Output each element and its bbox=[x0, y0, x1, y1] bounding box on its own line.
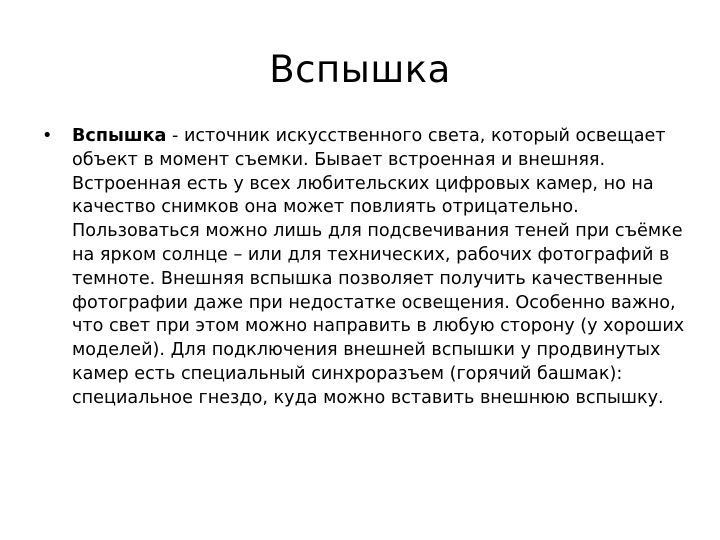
bullet-item bbox=[36, 125, 686, 411]
bullet-term: Вспышка bbox=[72, 126, 167, 146]
bullet-text: - источник искусственного света, который освещает объект в момент съемки. Бывает встроенная и внешняя. Встроенная есть у всех любительских цифровых камер, но на качество снимков она может повлиять отрицательно. Пользоваться можно лишь для подсвечивания теней при съёмке на ярком солнце – или для технических, рабочих фотографий в темноте. Внешняя вспышка позволяет получить качественные фотографии даже при недостатке освещения. Особенно важно, что свет при этом можно направить в любую сторону (у хороших моделей). Для подключения внешней вспышки у продвинутых камер есть специальный синхроразъем (горячий башмак): специальное гнездо, куда можно вставить внешнюю вспышку. bbox=[72, 126, 685, 408]
slide-body bbox=[36, 125, 686, 411]
slide-title: Вспышка bbox=[269, 48, 451, 91]
bullet-marker: • bbox=[42, 126, 53, 146]
